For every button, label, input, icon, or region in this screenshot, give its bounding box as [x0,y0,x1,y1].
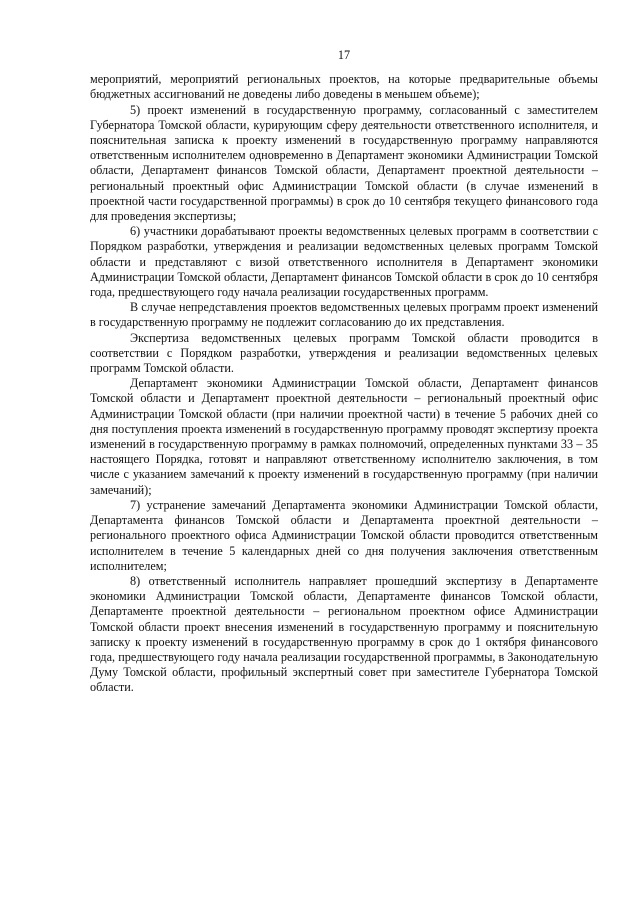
document-page [90,48,598,696]
paragraph-item-8: 8) ответственный исполнитель направляет прошедший экспертизу в Департаменте экономики Администрации Томской области, Департаменте финансов Томской области, Департаменте проектной деятельности – региональном проектном офисе Администрации Томской области проект внесения изменений в государственную программу и пояснительную записку к проекту изменений в государственную программу в срок до 1 октября финансового года, предшествующего году начала реализации государственной программы, в Законодательную Думу Томской области, профильный экспертный совет при заместителе Губернатора Томской области. [90,573,598,695]
page-number: 17 [337,48,351,62]
paragraph-item-7: 7) устранение замечаний Департамента экономики Администрации Томской области, Департамента финансов Томской области и Департамента проектной деятельности – регионального проектного офиса Администрации Томской области проводится ответственным исполнителем в течение 5 календарных дней со дня получения заключения ответственным исполнителем; [90,497,598,573]
paragraph-departments: Департамент экономики Администрации Томской области, Департамент финансов Томской области и Департамент проектной деятельности – региональный проектный офис Администрации Томской области (при наличии проектной части) в течение 5 рабочих дней со дня поступления проекта изменений в государственную программу проводят экспертизу проекта изменений в государственную программу в рамках полномочий, определенных пунктами 33 – 35 настоящего Порядка, готовят и направляют ответственному исполнителю заключения, в том числе с указанием замечаний к проекту изменений в государственную программу (при наличии замечаний); [90,376,598,497]
paragraph-expertise: Экспертиза ведомственных целевых программ Томской области проводится в соответствии с Порядком разработки, утверждения и реализации ведомственных целевых программ Томской области. [90,330,598,376]
paragraph-item-5: 5) проект изменений в государственную программу, согласованный с заместителем Губернатора Томской области, курирующим сферу деятельности ответственного исполнителя, и пояснительная записка к проекту изменений в государственную программу направляются ответственным исполнителем одновременно в Департамент экономики Администрации Томской области, Департамент финансов Томской области, Департамент проектной деятельности – региональный проектный офис Администрации Томской области (в случае изменений в проектной части государственной программы) в срок до 10 сентября текущего финансового года для проведения экспертизы; [90,102,598,224]
paragraph-item-6: 6) участники дорабатывают проекты ведомственных целевых программ в соответствии с Порядком разработки, утверждения и реализации ведомственных целевых программ Томской области и представляют с визой ответственного исполнителя в Департамент экономики Администрации Томской области, Департамент финансов Томской области в срок до 10 сентября года, предшествующего году начала реализации государственных программ. [90,224,598,300]
paragraph-nonsubmission: В случае непредставления проектов ведомственных целевых программ проект изменений в государственную программу не подлежит согласованию до их представления. [90,300,598,330]
paragraph-continuation: мероприятий, мероприятий региональных проектов, на которые предварительные объемы бюджетных ассигнований не доведены либо доведены в меньшем объеме); [90,72,598,102]
